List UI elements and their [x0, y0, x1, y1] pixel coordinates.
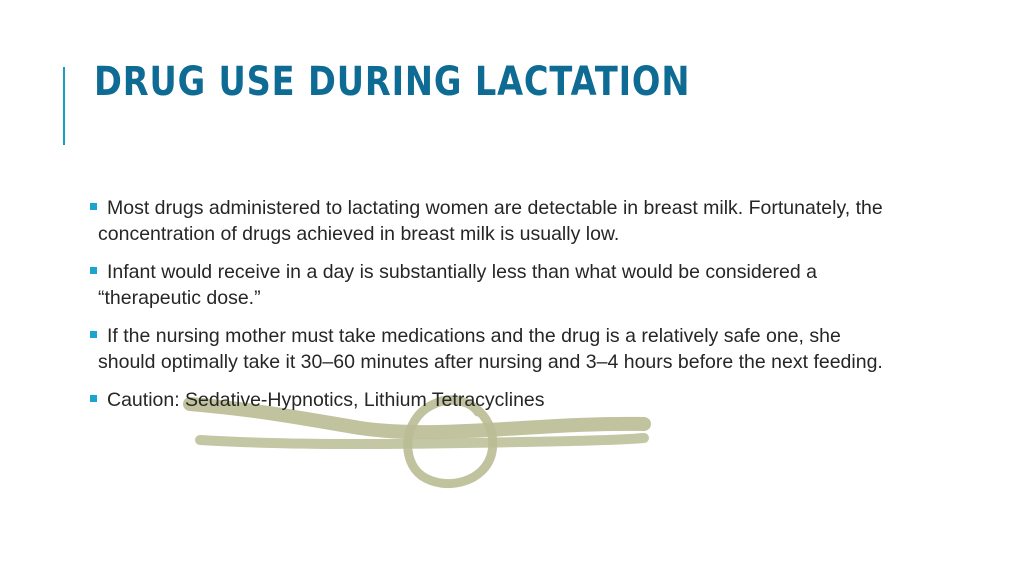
title-accent-bar	[63, 67, 65, 145]
slide-title: DRUG USE DURING LACTATION	[94, 59, 691, 105]
bullet-item	[90, 324, 900, 375]
bullet-text: Most drugs administered to lactating women are detectable in breast milk. Fortunately, the concentration of drugs achieved in breast milk is usually low.	[98, 197, 883, 245]
bullet-item	[90, 388, 900, 414]
square-bullet-icon	[90, 331, 97, 338]
bullet-list	[90, 196, 900, 427]
bullet-text: If the nursing mother must take medications and the drug is a relatively safe one, she should optimally take it 30–60 minutes after nursing and 3–4 hours before the next feeding.	[98, 325, 883, 373]
square-bullet-icon	[90, 395, 97, 402]
square-bullet-icon	[90, 203, 97, 210]
square-bullet-icon	[90, 267, 97, 274]
bullet-item	[90, 196, 900, 247]
bullet-item	[90, 260, 900, 311]
bullet-text: Infant would receive in a day is substantially less than what would be considered a “therapeutic dose.”	[98, 261, 817, 309]
bullet-text: Caution: Sedative-Hypnotics, Lithium Tetracyclines	[107, 389, 545, 411]
